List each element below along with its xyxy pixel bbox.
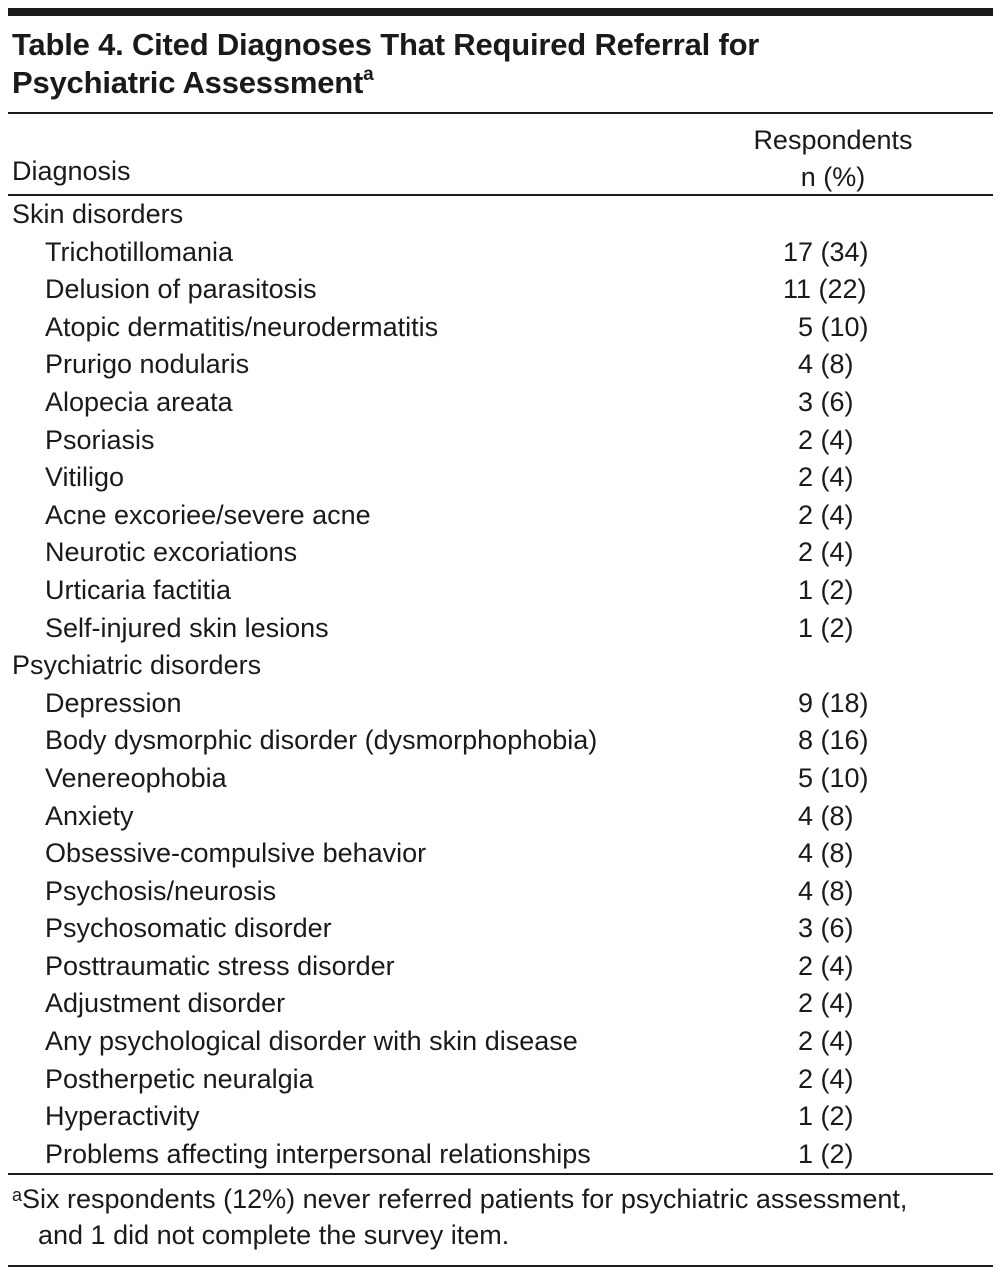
- table-row: [8, 722, 993, 760]
- respondents-cell: 4 (8): [798, 349, 854, 380]
- diagnosis-cell: Postherpetic neuralgia: [45, 1063, 314, 1094]
- header-diagnosis: Diagnosis: [12, 156, 131, 186]
- respondents-cell: 2 (4): [798, 537, 854, 568]
- group-label: Skin disorders: [12, 199, 184, 229]
- table-row: [8, 497, 993, 535]
- header-respondents: [708, 122, 958, 196]
- respondents-cell: 2 (4): [798, 988, 854, 1019]
- table-row: [8, 234, 993, 272]
- respondents-cell: 1 (2): [798, 574, 854, 605]
- diagnosis-cell: Venereophobia: [45, 762, 227, 793]
- table-title-line2: [12, 64, 993, 102]
- footnote-line1: [12, 1181, 993, 1217]
- diagnosis-cell: Psychosis/neurosis: [45, 875, 277, 906]
- respondents-cell: 17 (34): [783, 236, 869, 267]
- group-row: [8, 196, 993, 234]
- respondents-cell: 2 (4): [798, 1026, 854, 1057]
- respondents-cell: 5 (10): [798, 762, 869, 793]
- table-row: [8, 1061, 993, 1099]
- diagnosis-cell: Prurigo nodularis: [45, 349, 250, 380]
- respondents-cell: 2 (4): [798, 462, 854, 493]
- table-row: [8, 271, 993, 309]
- table-row: [8, 798, 993, 836]
- respondents-cell: 2 (4): [798, 499, 854, 530]
- diagnosis-cell: Delusion of parasitosis: [45, 274, 317, 305]
- diagnosis-cell: Problems affecting interpersonal relationships: [45, 1138, 591, 1169]
- table-row: [8, 384, 993, 422]
- diagnosis-cell: Alopecia areata: [45, 386, 233, 417]
- table-header: [8, 114, 993, 194]
- respondents-cell: 11 (22): [783, 274, 867, 305]
- respondents-cell: 8 (16): [798, 725, 869, 756]
- table-row: [8, 459, 993, 497]
- diagnosis-cell: Any psychological disorder with skin disease: [45, 1026, 578, 1057]
- diagnosis-cell: Psoriasis: [45, 424, 155, 455]
- diagnosis-cell: Acne excoriee/severe acne: [45, 499, 371, 530]
- respondents-cell: 2 (4): [798, 424, 854, 455]
- table-title: [12, 26, 993, 102]
- table-row: [8, 685, 993, 723]
- table-body: [8, 196, 993, 1173]
- diagnosis-cell: Adjustment disorder: [45, 988, 286, 1019]
- respondents-cell: 1 (2): [798, 1138, 854, 1169]
- respondents-cell: 1 (2): [798, 1101, 854, 1132]
- diagnosis-cell: Hyperactivity: [45, 1101, 200, 1132]
- table-row: [8, 760, 993, 798]
- diagnosis-cell: Atopic dermatitis/neurodermatitis: [45, 311, 439, 342]
- group-row: [8, 647, 993, 685]
- diagnosis-cell: Posttraumatic stress disorder: [45, 950, 395, 981]
- diagnosis-cell: Trichotillomania: [45, 236, 234, 267]
- footnote-text-line1: Six respondents (12%) never referred patients for psychiatric assessment,: [22, 1184, 908, 1215]
- diagnosis-cell: Body dysmorphic disorder (dysmorphophobia): [45, 725, 598, 756]
- respondents-cell: 5 (10): [798, 311, 869, 342]
- table-row: [8, 948, 993, 986]
- table-row: [8, 1023, 993, 1061]
- diagnosis-cell: Anxiety: [45, 800, 134, 831]
- table-footnote: [8, 1181, 993, 1253]
- table-row: [8, 1098, 993, 1136]
- header-respondents-line2: n (%): [800, 162, 866, 192]
- respondents-cell: 4 (8): [798, 875, 854, 906]
- table-row: [8, 534, 993, 572]
- respondents-cell: 3 (6): [798, 913, 854, 944]
- diagnosis-cell: Vitiligo: [45, 462, 125, 493]
- diagnosis-cell: Urticaria factitia: [45, 574, 232, 605]
- table-row: [8, 835, 993, 873]
- body-bottom-rule: [8, 1173, 993, 1175]
- table-row: [8, 985, 993, 1023]
- table-row: [8, 873, 993, 911]
- diagnosis-cell: Obsessive-compulsive behavior: [45, 838, 427, 869]
- table-container: [8, 8, 993, 1267]
- respondents-cell: 2 (4): [798, 1063, 854, 1094]
- table-row: [8, 610, 993, 648]
- respondents-cell: 1 (2): [798, 612, 854, 643]
- footnote-marker: a: [12, 1185, 23, 1206]
- respondents-cell: 9 (18): [798, 687, 869, 718]
- table-row: [8, 910, 993, 948]
- diagnosis-cell: Neurotic excoriations: [45, 537, 298, 568]
- footnote-text-line2: and 1 did not complete the survey item.: [38, 1220, 510, 1251]
- respondents-cell: 2 (4): [798, 950, 854, 981]
- diagnosis-cell: Self-injured skin lesions: [45, 612, 329, 643]
- diagnosis-cell: Psychosomatic disorder: [45, 913, 332, 944]
- respondents-cell: 4 (8): [798, 838, 854, 869]
- table-title-text: Psychiatric Assessment: [12, 65, 364, 100]
- group-label: Psychiatric disorders: [12, 650, 262, 681]
- respondents-cell: 4 (8): [798, 800, 854, 831]
- title-footnote-marker: a: [363, 63, 374, 85]
- diagnosis-cell: Depression: [45, 687, 182, 718]
- table-row: [8, 309, 993, 347]
- table-row: [8, 1136, 993, 1174]
- top-rule: [8, 8, 993, 16]
- table-row: [8, 572, 993, 610]
- table-row: [8, 422, 993, 460]
- table-title-line1: Table 4. Cited Diagnoses That Required Referral for: [12, 27, 760, 62]
- header-respondents-line1: Respondents: [753, 125, 913, 155]
- table-row: [8, 346, 993, 384]
- bottom-rule: [8, 1265, 993, 1267]
- respondents-cell: 3 (6): [798, 386, 854, 417]
